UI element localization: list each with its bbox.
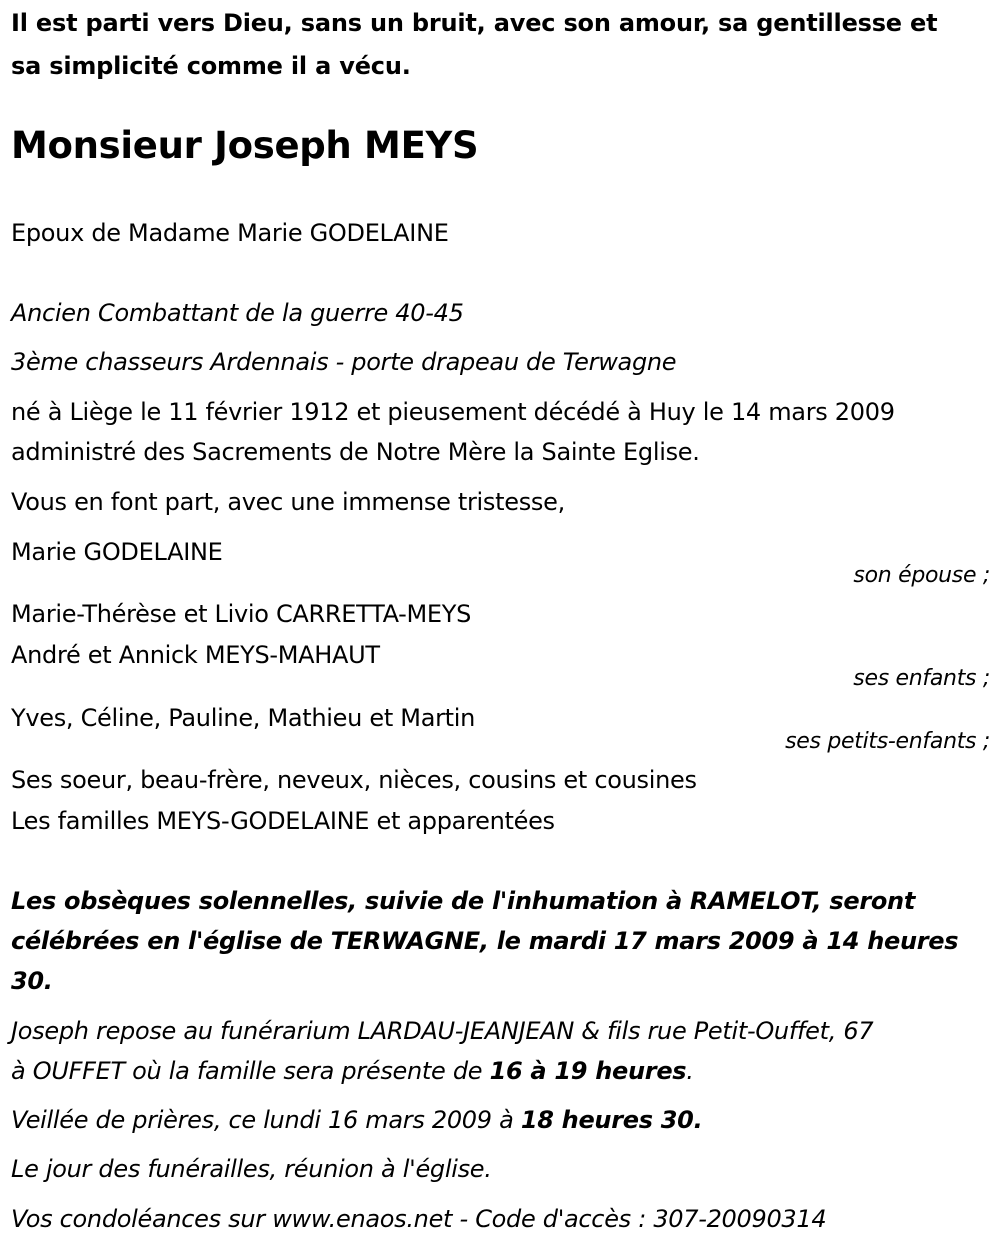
family-others-line-1: Ses soeur, beau-frère, neveux, nièces, cousins et cousines bbox=[11, 766, 697, 794]
intro-line-2: sa simplicité comme il a vécu. bbox=[11, 52, 411, 80]
family-children-role: ses enfants ; bbox=[853, 666, 990, 691]
veteran-line-2: 3ème chasseurs Ardennais - porte drapeau de Terwagne bbox=[11, 348, 677, 376]
family-spouse-role: son épouse ; bbox=[853, 563, 990, 588]
birth-death-line-2: administré des Sacrements de Notre Mère la Sainte Eglise. bbox=[11, 438, 700, 466]
repose-hours: 16 à 19 heures bbox=[489, 1057, 687, 1085]
condolences-website-link[interactable]: www.enaos.net bbox=[272, 1205, 453, 1233]
repose-line-2-suffix: . bbox=[686, 1057, 694, 1085]
funeral-line-3: 30. bbox=[11, 967, 53, 995]
family-grandchildren-role: ses petits-enfants ; bbox=[785, 729, 990, 754]
vigil-line bbox=[11, 1105, 702, 1135]
family-child-1: Marie-Thérèse et Livio CARRETTA-MEYS bbox=[11, 600, 472, 628]
veteran-line-1: Ancien Combattant de la guerre 40-45 bbox=[11, 299, 464, 327]
funeral-line-2: célébrées en l'église de TERWAGNE, le mardi 17 mars 2009 à 14 heures bbox=[11, 927, 959, 955]
funeral-line-1: Les obsèques solennelles, suivie de l'inhumation à RAMELOT, seront bbox=[11, 887, 916, 915]
family-grandchildren-names: Yves, Céline, Pauline, Mathieu et Martin bbox=[11, 704, 476, 732]
announcement-line: Vous en font part, avec une immense tristesse, bbox=[11, 488, 565, 516]
vigil-time: 18 heures 30. bbox=[520, 1106, 703, 1134]
condolences-middle: - Code d'accès : bbox=[452, 1205, 654, 1233]
deceased-name-title: Monsieur Joseph MEYS bbox=[11, 124, 479, 167]
repose-line-2-prefix: à OUFFET où la famille sera présente de bbox=[11, 1057, 490, 1085]
repose-line-2 bbox=[11, 1056, 694, 1086]
family-others-line-2: Les familles MEYS-GODELAINE et apparentées bbox=[11, 807, 555, 835]
spouse-line: Epoux de Madame Marie GODELAINE bbox=[11, 219, 449, 247]
birth-death-line-1: né à Liège le 11 février 1912 et pieusement décédé à Huy le 14 mars 2009 bbox=[11, 398, 895, 426]
meeting-line: Le jour des funérailles, réunion à l'église. bbox=[11, 1155, 492, 1183]
condolences-access-code: 307-20090314 bbox=[653, 1205, 827, 1233]
vigil-prefix: Veillée de prières, ce lundi 16 mars 2009 à bbox=[11, 1106, 521, 1134]
family-spouse-name: Marie GODELAINE bbox=[11, 538, 223, 566]
condolences-prefix: Vos condoléances sur bbox=[11, 1205, 273, 1233]
condolences-line bbox=[11, 1204, 826, 1234]
family-child-2: André et Annick MEYS-MAHAUT bbox=[11, 641, 380, 669]
repose-line-1: Joseph repose au funérarium LARDAU-JEANJEAN & fils rue Petit-Ouffet, 67 bbox=[11, 1017, 874, 1045]
intro-line-1: Il est parti vers Dieu, sans un bruit, avec son amour, sa gentillesse et bbox=[11, 9, 938, 37]
